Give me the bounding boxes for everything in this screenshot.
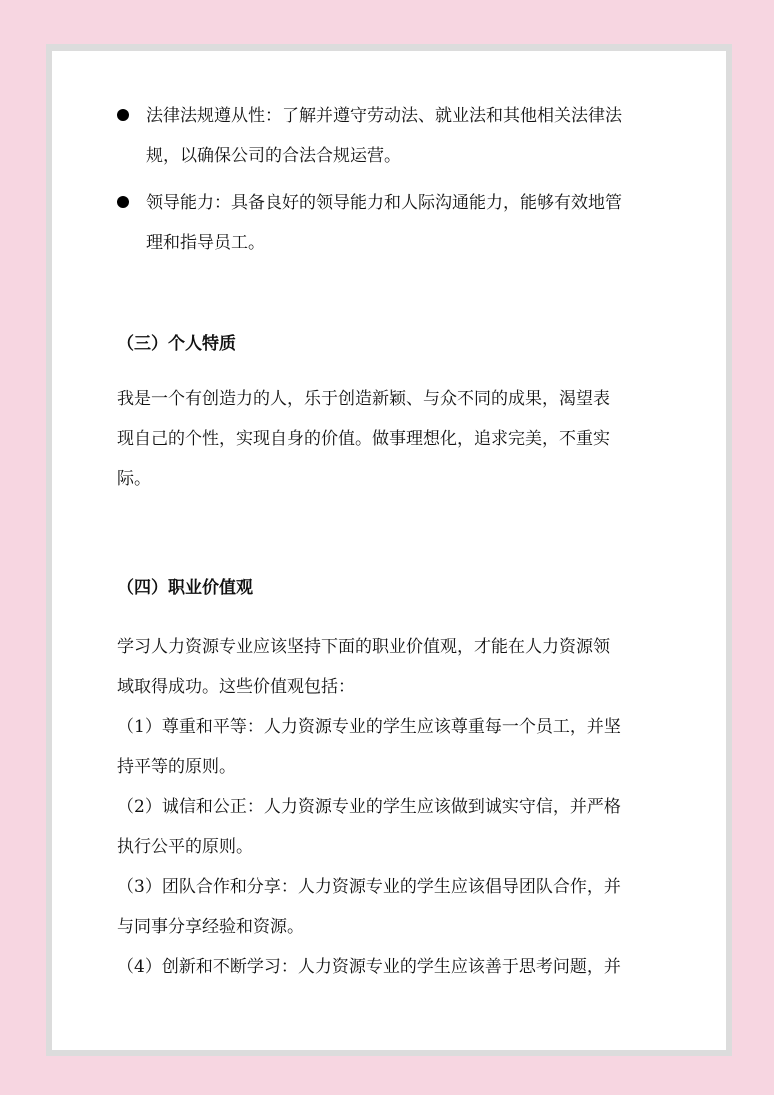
value-line: （2）诚信和公正：人力资源专业的学生应该做到诚实守信，并严格 <box>117 797 621 817</box>
value-item-innovation-learning <box>117 947 663 987</box>
document-content <box>117 96 663 987</box>
paragraph-line: 现自己的个性，实现自身的价值。做事理想化，追求完美，不重实 <box>117 429 610 449</box>
bullet-line: 理和指导员工。 <box>146 233 265 253</box>
value-item-respect-equality <box>117 707 663 787</box>
section-heading-career-values: （四）职业价值观 <box>117 578 253 598</box>
bullet-item-legal-compliance <box>117 96 663 176</box>
section-heading-personal-traits: （三）个人特质 <box>117 334 236 354</box>
value-line: 与同事分享经验和资源。 <box>117 917 304 937</box>
paragraph-line: 域取得成功。这些价值观包括： <box>117 677 355 697</box>
career-values-intro <box>117 627 663 707</box>
bullet-dot-icon <box>117 196 129 208</box>
value-item-integrity-fairness <box>117 787 663 867</box>
bullet-item-leadership <box>117 183 663 263</box>
value-line: （1）尊重和平等：人力资源专业的学生应该尊重每一个员工，并坚 <box>117 717 621 737</box>
value-line: （4）创新和不断学习：人力资源专业的学生应该善于思考问题，并 <box>117 957 621 977</box>
paragraph-line: 际。 <box>117 469 151 489</box>
paragraph-line: 我是一个有创造力的人，乐于创造新颖、与众不同的成果，渴望表 <box>117 389 610 409</box>
value-line: 执行公平的原则。 <box>117 837 253 857</box>
bullet-line: 法律法规遵从性：了解并遵守劳动法、就业法和其他相关法律法 <box>146 106 622 126</box>
paragraph-line: 学习人力资源专业应该坚持下面的职业价值观，才能在人力资源领 <box>117 637 610 657</box>
bullet-line: 领导能力：具备良好的领导能力和人际沟通能力，能够有效地管 <box>146 193 622 213</box>
value-item-teamwork-sharing <box>117 867 663 947</box>
value-line: （3）团队合作和分享：人力资源专业的学生应该倡导团队合作，并 <box>117 877 621 897</box>
bullet-line: 规，以确保公司的合法合规运营。 <box>146 146 401 166</box>
value-line: 持平等的原则。 <box>117 757 236 777</box>
personal-traits-paragraph <box>117 379 663 499</box>
bullet-dot-icon <box>117 109 129 121</box>
